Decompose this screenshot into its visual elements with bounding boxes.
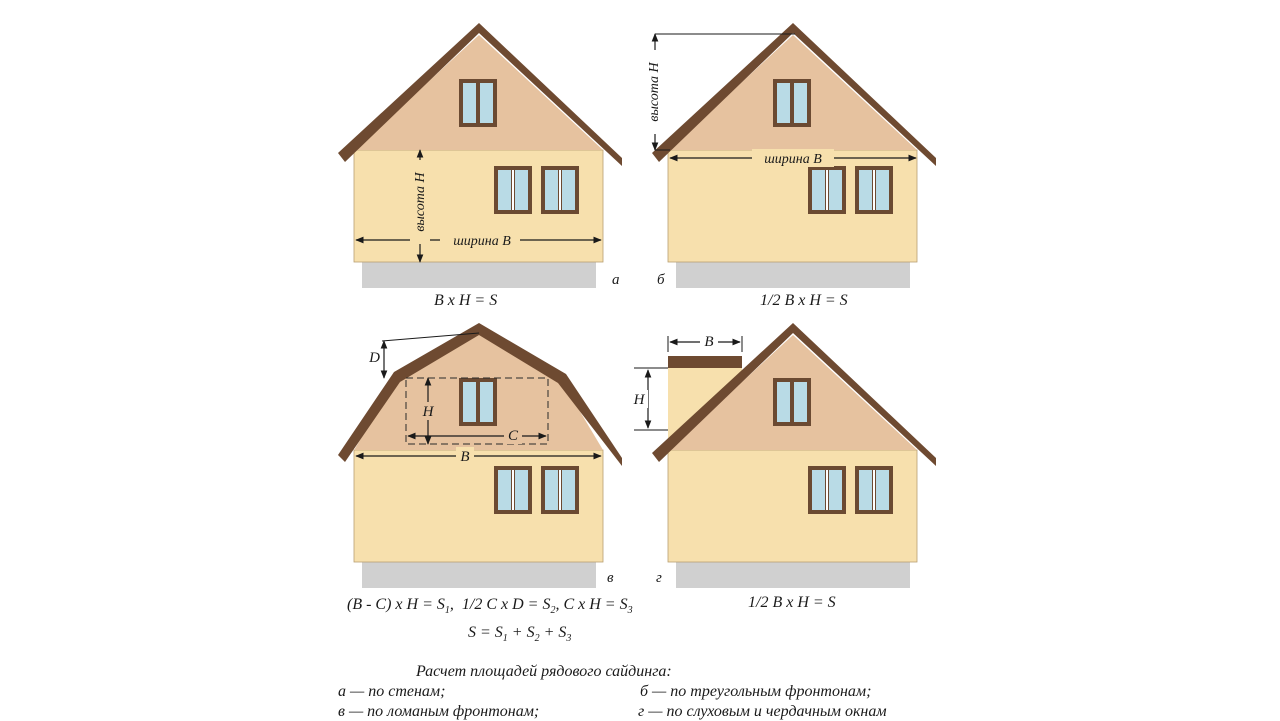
formula-c-1: (B - C) x H = S bbox=[347, 596, 445, 613]
formula-c-3-sub: 3 bbox=[627, 605, 633, 617]
h-label-c: H bbox=[422, 404, 434, 420]
h-label-d: H bbox=[633, 392, 645, 408]
panel-letter-a: а bbox=[612, 272, 620, 288]
sum-sub-2: 2 bbox=[534, 633, 540, 645]
height-label-a: высота H bbox=[413, 172, 428, 232]
panel-letter-b: б bbox=[657, 272, 665, 288]
formula-d: 1/2 B x H = S bbox=[748, 594, 836, 611]
house-a bbox=[338, 23, 622, 288]
b-label-c: B bbox=[460, 449, 470, 465]
sum-lhs: S = S bbox=[468, 624, 503, 641]
width-label-b: ширина B bbox=[764, 152, 822, 167]
house-c bbox=[338, 323, 622, 588]
panel-letter-d: г bbox=[656, 570, 662, 586]
b-label-d: B bbox=[704, 334, 714, 350]
sum-sub-1: 1 bbox=[502, 633, 508, 645]
d-label: D bbox=[369, 350, 380, 366]
legend-item-c: в — по ломаным фронтонам; bbox=[338, 703, 540, 720]
c-label: C bbox=[507, 428, 519, 444]
formula-b: 1/2 B x H = S bbox=[760, 292, 848, 309]
formula-c-sum: $S = S_1 + S_2 + S_3$ bbox=[468, 624, 572, 645]
panel-letter-c: в bbox=[607, 570, 614, 586]
formula-c-1-sub: 1 bbox=[444, 605, 450, 617]
house-d bbox=[632, 323, 936, 588]
sum-sub-3: 3 bbox=[566, 633, 572, 645]
dormer-roof bbox=[668, 356, 742, 368]
formula-a: B x H = S bbox=[434, 292, 498, 309]
formula-c-line1: (B - C) x $H = S_1$, 1/2 C x $D = S_2$, C x $H = S_3$ bbox=[347, 596, 633, 617]
formula-c-2: 1/2 C x D = S bbox=[461, 596, 551, 613]
legend-item-b: б — по треугольным фронтонам; bbox=[640, 683, 872, 700]
width-label-a: ширина B bbox=[453, 234, 511, 249]
legend-item-a: а — по стенам; bbox=[338, 683, 446, 700]
legend-item-d: г — по слуховым и чердачным окнам bbox=[638, 703, 887, 720]
formula-c-3: C x H = S bbox=[563, 596, 628, 613]
legend-title: Расчет площадей рядового сайдинга: bbox=[416, 663, 672, 680]
height-label-b: высота H bbox=[647, 62, 662, 122]
formula-c-2-sub: 2 bbox=[550, 605, 556, 617]
